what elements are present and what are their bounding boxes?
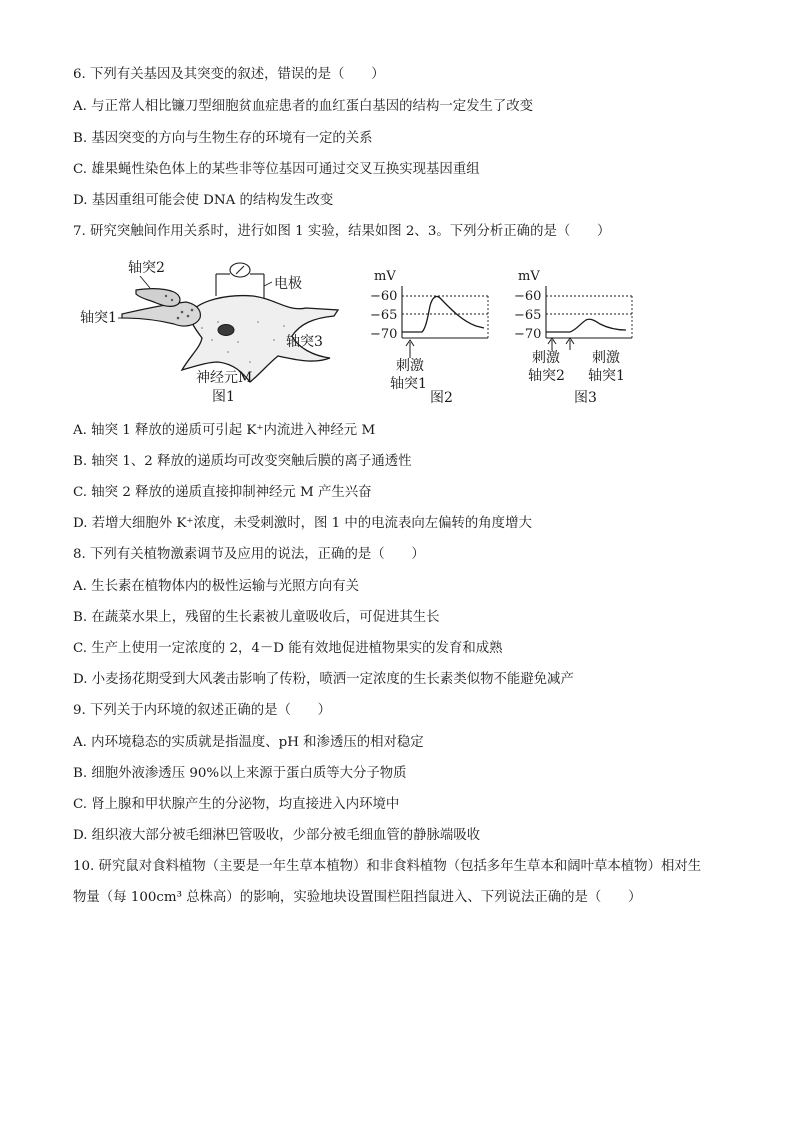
q7-option-d: D. 若增大细胞外 K⁺浓度，未受刺激时，图 1 中的电流表向左偏转的角度增大	[73, 516, 532, 531]
axon-2-terminal	[136, 289, 180, 307]
q10-stem-line-1: 10. 研究鼠对食料植物（主要是一年生草本植物）和非食料植物（包括多年生草本和阔叶草本植物）相对生	[73, 859, 702, 874]
q7-option-c: C. 轴突 2 释放的递质直接抑制神经元 M 产生兴奋	[73, 485, 372, 500]
figure-3-caption: 图3	[574, 390, 597, 406]
q7-option-a: A. 轴突 1 释放的递质可引起 K⁺内流进入神经元 M	[73, 423, 376, 438]
nucleus	[218, 325, 234, 336]
fig2-tick-65: −65	[370, 308, 398, 323]
fig3-unit-label: mV	[518, 269, 540, 284]
figure-1-caption: 图1	[212, 389, 235, 404]
q6-option-d: D. 基因重组可能会使 DNA 的结构发生改变	[73, 193, 334, 208]
q6-option-a: A. 与正常人相比镰刀型细胞贫血症患者的血红蛋白基因的结构一定发生了改变	[73, 99, 534, 114]
q7-stem: 7. 研究突触间作用关系时，进行如图 1 实验，结果如图 2、3。下列分析正确的是（ ）	[73, 224, 611, 239]
label-axon-2: 轴突2	[128, 260, 165, 276]
figure-1-neuron-diagram	[78, 252, 340, 404]
fig2-tick-60: −60	[370, 289, 398, 304]
q9-option-c: C. 肾上腺和甲状腺产生的分泌物，均直接进入内环境中	[73, 797, 400, 812]
fig3-stim-a-target: 轴突2	[528, 368, 565, 384]
fig3-tick-65: −65	[514, 308, 542, 323]
q9-option-d: D. 组织液大部分被毛细淋巴管吸收，少部分被毛细血管的静脉端吸收	[73, 828, 481, 843]
fig3-stim-b-label: 刺激	[592, 350, 620, 366]
q9-option-b: B. 细胞外液渗透压 90%以上来源于蛋白质等大分子物质	[73, 766, 407, 781]
fig3-stim-b-target: 轴突1	[588, 368, 625, 384]
fig3-tick-70: −70	[514, 327, 542, 342]
q8-option-b: B. 在蔬菜水果上，残留的生长素被儿童吸收后，可促进其生长	[73, 610, 440, 625]
label-axon-3: 轴突3	[286, 334, 323, 350]
fig2-stim-target: 轴突1	[390, 376, 427, 392]
q8-option-a: A. 生长素在植物体内的极性运输与光照方向有关	[73, 579, 359, 594]
fig2-stim-label: 刺激	[396, 358, 424, 374]
fig3-stim-a-label: 刺激	[532, 350, 560, 366]
axon-1-terminal	[122, 302, 200, 326]
q6-stem: 6. 下列有关基因及其突变的叙述，错误的是（ ）	[73, 67, 385, 82]
q9-stem: 9. 下列关于内环境的叙述正确的是（ ）	[73, 703, 332, 718]
figure-2-membrane-potential-chart	[364, 266, 494, 406]
label-electrode: 电极	[274, 276, 302, 292]
q8-stem: 8. 下列有关植物激素调节及应用的说法，正确的是（ ）	[73, 547, 425, 562]
label-neuron-m: 神经元M	[196, 370, 253, 386]
q6-option-b: B. 基因突变的方向与生物生存的环境有一定的关系	[73, 131, 373, 146]
q8-option-d: D. 小麦扬花期受到大风袭击影响了传粉，喷洒一定浓度的生长素类似物不能避免减产	[73, 672, 574, 687]
fig3-tick-60: −60	[514, 289, 542, 304]
q6-option-c: C. 雄果蝇性染色体上的某些非等位基因可通过交叉互换实现基因重组	[73, 162, 480, 177]
q9-option-a: A. 内环境稳态的实质就是指温度、pH 和渗透压的相对稳定	[73, 735, 424, 750]
fig2-tick-70: −70	[370, 327, 398, 342]
q10-stem-line-2: 物量（每 100cm³ 总株高）的影响，实验地块设置围栏阻挡鼠进入、下列说法正确的是（ ）	[73, 890, 642, 905]
label-axon-1: 轴突1	[80, 310, 117, 326]
fig3-potential-curve	[546, 319, 626, 332]
figure-3-membrane-potential-chart	[508, 266, 648, 406]
q8-option-c: C. 生产上使用一定浓度的 2，4－D 能有效地促进植物果实的发育和成熟	[73, 641, 503, 656]
figure-2-caption: 图2	[430, 390, 453, 406]
q7-option-b: B. 轴突 1、2 释放的递质均可改变突触后膜的离子通透性	[73, 454, 412, 469]
fig2-unit-label: mV	[374, 269, 396, 284]
